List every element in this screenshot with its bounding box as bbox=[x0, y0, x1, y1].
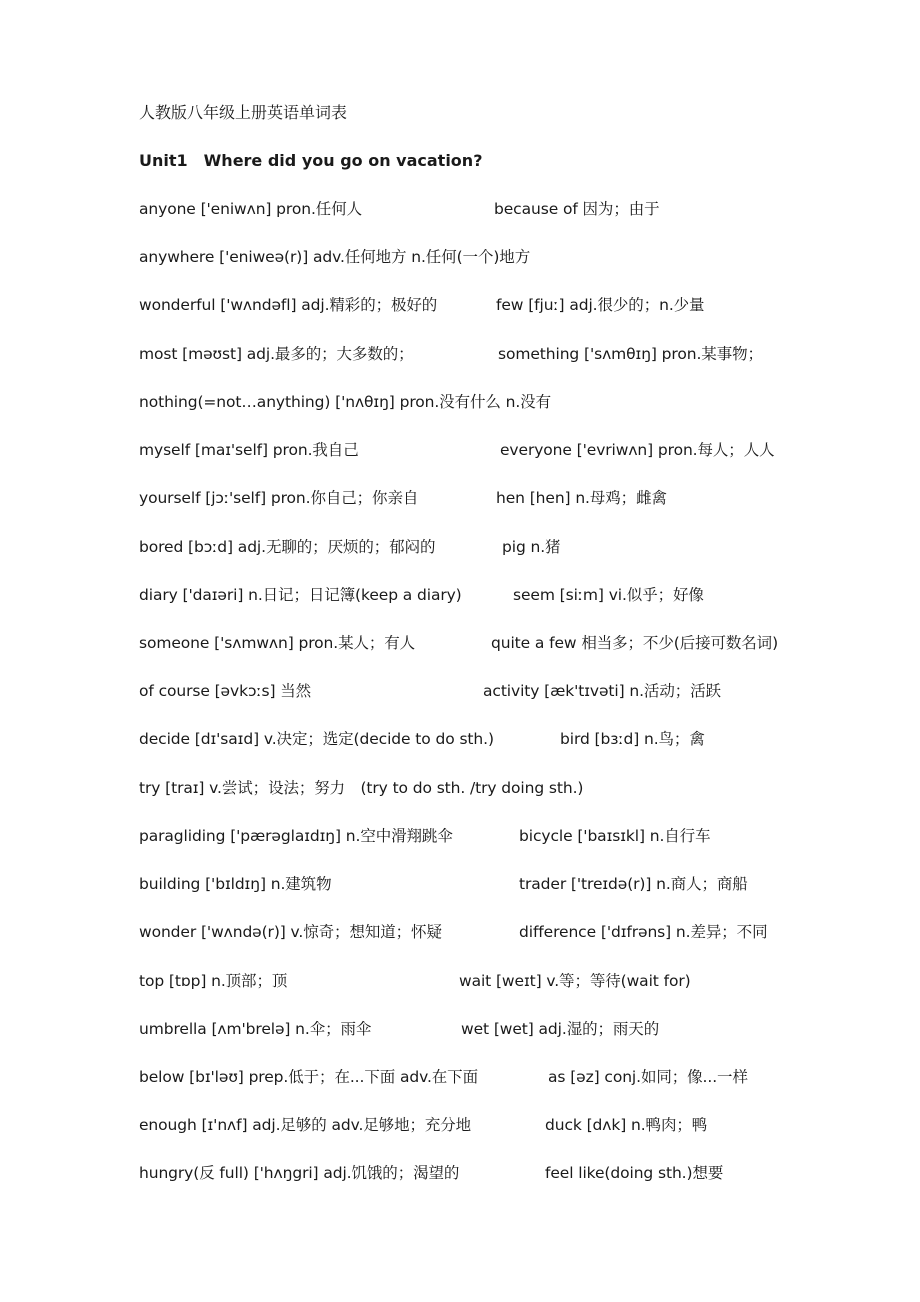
vocab-entry-left: most [məʊst] adj.最多的；大多数的； bbox=[139, 345, 414, 363]
vocab-row bbox=[0, 535, 920, 559]
vocab-entry-right: something ['sʌmθɪŋ] pron.某事物； bbox=[498, 345, 763, 363]
document-title: 人教版八年级上册英语单词表 bbox=[139, 103, 348, 122]
vocab-entry-right: as [əz] conj.如同；像...一样 bbox=[548, 1068, 748, 1086]
vocab-row bbox=[0, 920, 920, 944]
vocab-row bbox=[0, 679, 920, 703]
vocab-entry-left: nothing(=not…anything) ['nʌθɪŋ] pron.没有什么 n.没有 bbox=[139, 393, 551, 411]
vocab-entry-left: anywhere ['eniweə(r)] adv.任何地方 n.任何(一个)地方 bbox=[139, 248, 531, 266]
vocab-entry-right: few [fjuː] adj.很少的；n.少量 bbox=[496, 296, 705, 314]
vocab-entry-left: of course [əvkɔːs] 当然 bbox=[139, 682, 312, 700]
vocab-entry-right: trader ['treɪdə(r)] n.商人；商船 bbox=[519, 875, 748, 893]
vocab-entry-right: bicycle ['baɪsɪkl] n.自行车 bbox=[519, 827, 711, 845]
vocab-entry-right: difference ['dɪfrəns] n.差异；不同 bbox=[519, 923, 768, 941]
vocab-entry-right: quite a few 相当多；不少(后接可数名词) bbox=[491, 634, 779, 652]
vocab-row bbox=[0, 1017, 920, 1041]
vocab-row bbox=[0, 824, 920, 848]
vocab-entry-right: seem [siːm] vi.似乎；好像 bbox=[513, 586, 704, 604]
vocab-row bbox=[0, 583, 920, 607]
vocab-row bbox=[0, 245, 920, 269]
vocab-entry-left: try [traɪ] v.尝试；设法；努力 (try to do sth. /try doing sth.) bbox=[139, 779, 584, 797]
vocab-entry-right: bird [bɜːd] n.鸟；禽 bbox=[560, 730, 705, 748]
vocab-row bbox=[0, 969, 920, 993]
vocab-entry-left: paragliding ['pærəglaɪdɪŋ] n.空中滑翔跳伞 bbox=[139, 827, 453, 845]
vocab-entry-right: activity [æk'tɪvəti] n.活动；活跃 bbox=[483, 682, 721, 700]
vocab-row bbox=[0, 293, 920, 317]
vocab-entry-left: yourself [jɔː'self] pron.你自己；你亲自 bbox=[139, 489, 419, 507]
vocab-entry-right: pig n.猪 bbox=[502, 538, 561, 556]
vocab-row bbox=[0, 776, 920, 800]
vocab-entry-left: anyone ['eniwʌn] pron.任何人 bbox=[139, 200, 362, 218]
vocab-entry-right: wait [weɪt] v.等；等待(wait for) bbox=[459, 972, 691, 990]
vocab-row bbox=[0, 872, 920, 896]
vocab-entry-left: below [bɪ'ləʊ] prep.低于；在...下面 adv.在下面 bbox=[139, 1068, 478, 1086]
vocab-row bbox=[0, 390, 920, 414]
vocab-entry-left: building ['bɪldɪŋ] n.建筑物 bbox=[139, 875, 332, 893]
vocab-entry-left: top [tɒp] n.顶部；顶 bbox=[139, 972, 288, 990]
vocab-entry-left: wonderful ['wʌndəfl] adj.精彩的；极好的 bbox=[139, 296, 438, 314]
vocab-entry-left: umbrella [ʌm'brelə] n.伞；雨伞 bbox=[139, 1020, 372, 1038]
vocab-entry-right: because of 因为；由于 bbox=[494, 200, 660, 218]
vocab-entry-left: wonder ['wʌndə(r)] v.惊奇；想知道；怀疑 bbox=[139, 923, 442, 941]
vocab-entry-left: hungry(反 full) ['hʌŋgri] adj.饥饿的；渴望的 bbox=[139, 1164, 460, 1182]
vocab-row bbox=[0, 1065, 920, 1089]
vocab-row bbox=[0, 342, 920, 366]
vocab-entry-right: everyone ['evriwʌn] pron.每人；人人 bbox=[500, 441, 775, 459]
vocab-entry-left: someone ['sʌmwʌn] pron.某人；有人 bbox=[139, 634, 416, 652]
vocab-entry-right: wet [wet] adj.湿的；雨天的 bbox=[461, 1020, 660, 1038]
unit-heading: Unit1 Where did you go on vacation? bbox=[139, 151, 483, 170]
vocab-entry-left: myself [maɪ'self] pron.我自己 bbox=[139, 441, 359, 459]
vocab-entry-left: diary ['daɪəri] n.日记；日记簿(keep a diary) bbox=[139, 586, 462, 604]
vocab-row bbox=[0, 1161, 920, 1185]
vocab-entry-left: decide [dɪ'saɪd] v.决定；选定(decide to do sth.) bbox=[139, 730, 494, 748]
vocab-row bbox=[0, 197, 920, 221]
vocab-entry-right: hen [hen] n.母鸡；雌禽 bbox=[496, 489, 667, 507]
vocab-row bbox=[0, 727, 920, 751]
vocab-entry-right: duck [dʌk] n.鸭肉；鸭 bbox=[545, 1116, 708, 1134]
vocab-entry-left: enough [ɪ'nʌf] adj.足够的 adv.足够地；充分地 bbox=[139, 1116, 472, 1134]
vocab-entry-right: feel like(doing sth.)想要 bbox=[545, 1164, 724, 1182]
vocab-row bbox=[0, 438, 920, 462]
vocab-row bbox=[0, 1113, 920, 1137]
vocab-row bbox=[0, 631, 920, 655]
vocab-row bbox=[0, 486, 920, 510]
vocab-entry-left: bored [bɔːd] adj.无聊的；厌烦的；郁闷的 bbox=[139, 538, 436, 556]
